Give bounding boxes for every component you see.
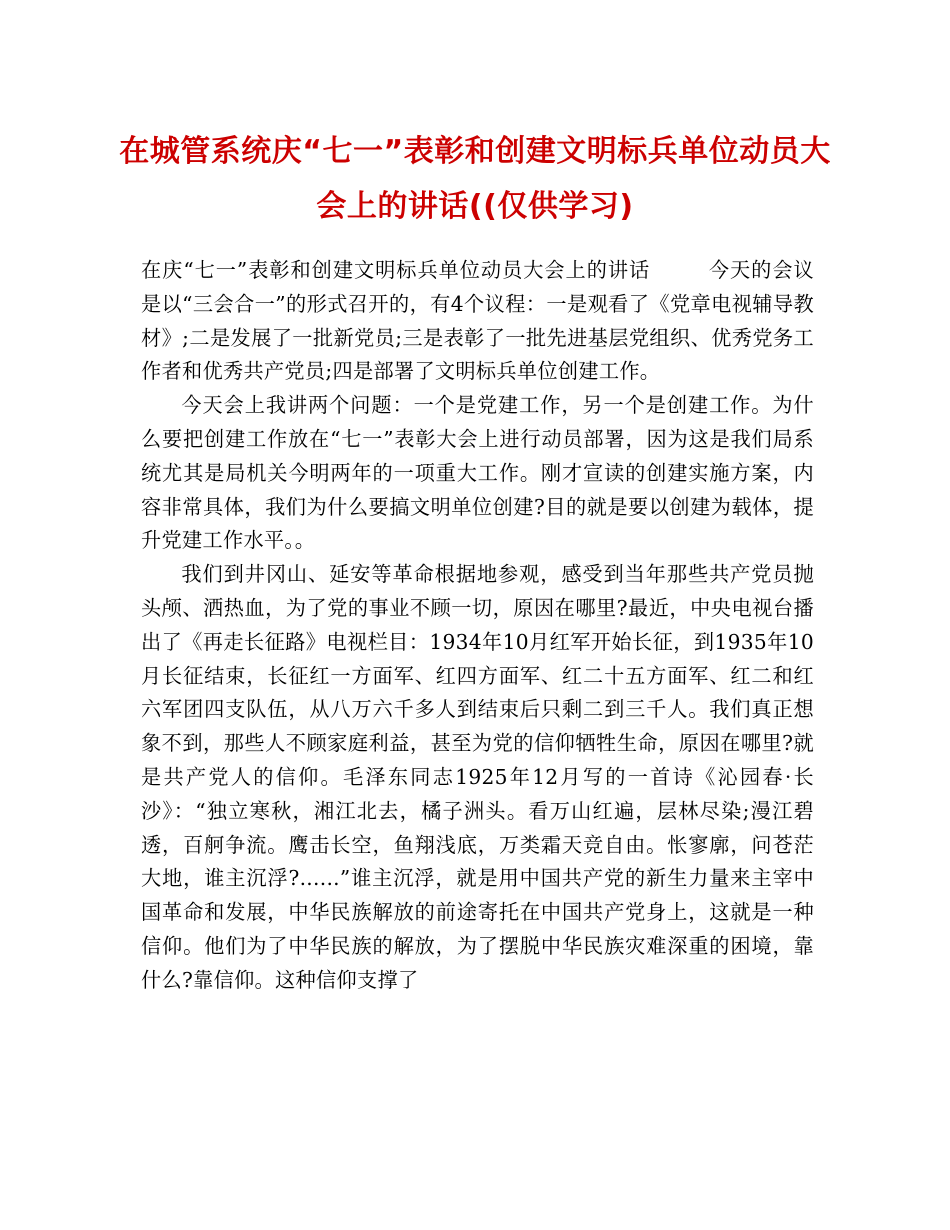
paragraph-1 [141,254,814,389]
paragraph-3: 我们到井冈山、延安等革命根据地参观，感受到当年那些共产党员抛头颅、洒热血，为了党的事业不顾一切，原因在哪里?最近，中央电视台播出了《再走长征路》电视栏目：1934年10月红军开始长征，到1935年10月长征结束，长征红一方面军、红四方面军、红二十五方面军、红二和红六军团四支队伍，从八万六千多人到结束后只剩二到三千人。我们真正想象不到，那些人不顾家庭利益，甚至为党的信仰牺牲生命，原因在哪里?就是共产党人的信仰。毛泽东同志1925年12月写的一首诗《沁园春·长沙》：“独立寒秋，湘江北去，橘子洲头。看万山红遍，层林尽染;漫江碧透，百舸争流。鹰击长空，鱼翔浅底，万类霜天竞自由。怅寥廓，问苍茫大地，谁主沉浮?......”谁主沉浮，就是用中国共产党的新生力量来主宰中国革命和发展，中华民族解放的前途寄托在中国共产党身上，这就是一种信仰。他们为了中华民族的解放，为了摆脱中华民族灾难深重的困境，靠什么?靠信仰。这种信仰支撑了 [141,562,814,992]
document-body [141,254,814,998]
paragraph-text: 今天的会议是以“三会合一”的形式召开的，有4个议程：一是观看了《党章电视辅导教材》;二是发展了一批新党员;三是表彰了一批先进基层党组织、优秀党务工作者和优秀共产党员;四是部署了文明标兵单位创建工作。 [141,258,814,384]
paragraph-2: 今天会上我讲两个问题：一个是党建工作，另一个是创建工作。为什么要把创建工作放在“七一”表彰大会上进行动员部署，因为这是我们局系统尤其是局机关今明两年的一项重大工作。刚才宣读的创建实施方案，内容非常具体，我们为什么要搞文明单位创建?目的就是要以创建为载体，提升党建工作水平。。 [141,393,814,553]
document-title: 在城管系统庆“七一”表彰和创建文明标兵单位动员大会上的讲话((仅供学习) [119,134,831,224]
paragraph-lead: 在庆“七一”表彰和创建文明标兵单位动员大会上的讲话 [141,258,651,282]
